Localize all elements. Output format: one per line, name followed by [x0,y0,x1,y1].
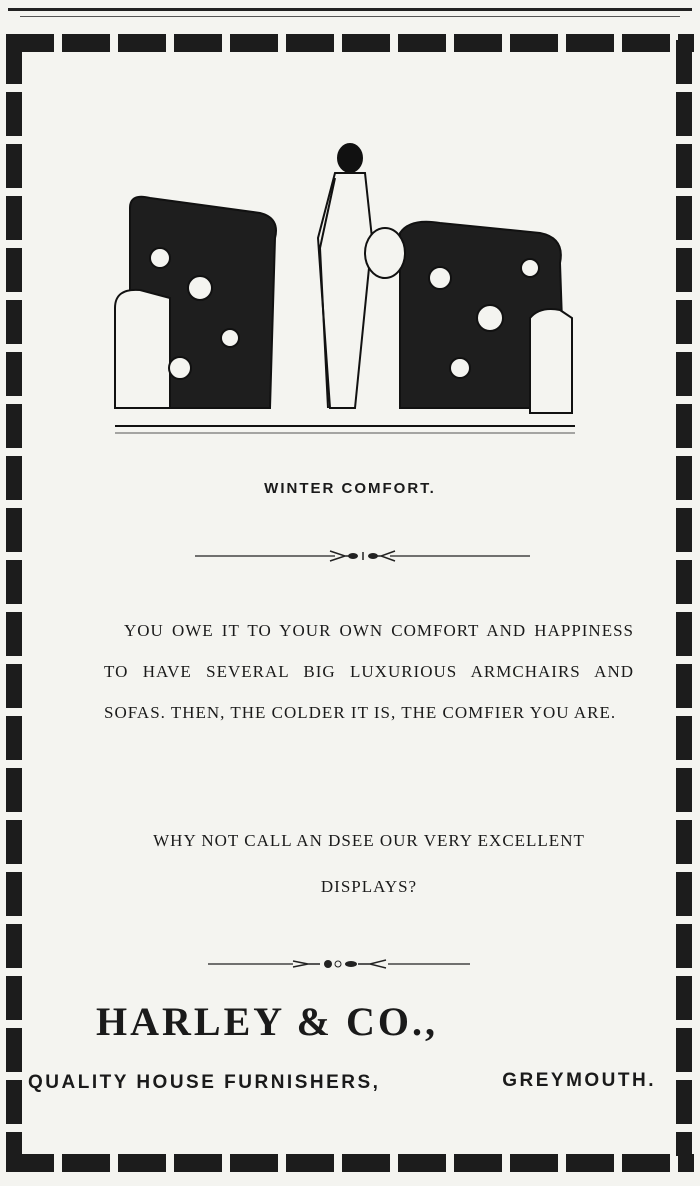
business-town: GREYMOUTH. [502,1070,656,1091]
top-rule-thin [20,16,680,17]
body-paragraph-2: WHY NOT CALL AN DSEE OUR VERY EXCELLENT DISPLAYS? [153,831,585,896]
border-top [6,34,694,52]
ad-heading: WINTER COMFORT. [264,480,436,497]
top-rule [8,8,692,11]
business-tagline: QUALITY HOUSE FURNISHERS, [28,1072,381,1093]
armchair-left-icon [115,197,276,408]
divider-ornament-2-icon [208,956,470,972]
body-paragraph-1: YOU OWE IT TO YOUR OWN COMFORT AND HAPPINESS TO HAVE SEVERAL BIG LUXURIOUS ARMCHAIRS AND SOFAS. THEN, THE COLDER IT IS, THE COMFIER YOU ARE. [104,621,634,722]
divider-ornament-icon [195,548,530,564]
border-left [6,40,22,1156]
border-bottom [6,1154,694,1172]
border-right [676,40,692,1156]
sofa-right-icon [400,222,572,413]
furniture-illustration [110,138,580,438]
woman-figure-icon [318,144,405,408]
business-name: HARLEY & CO., [96,999,438,1044]
